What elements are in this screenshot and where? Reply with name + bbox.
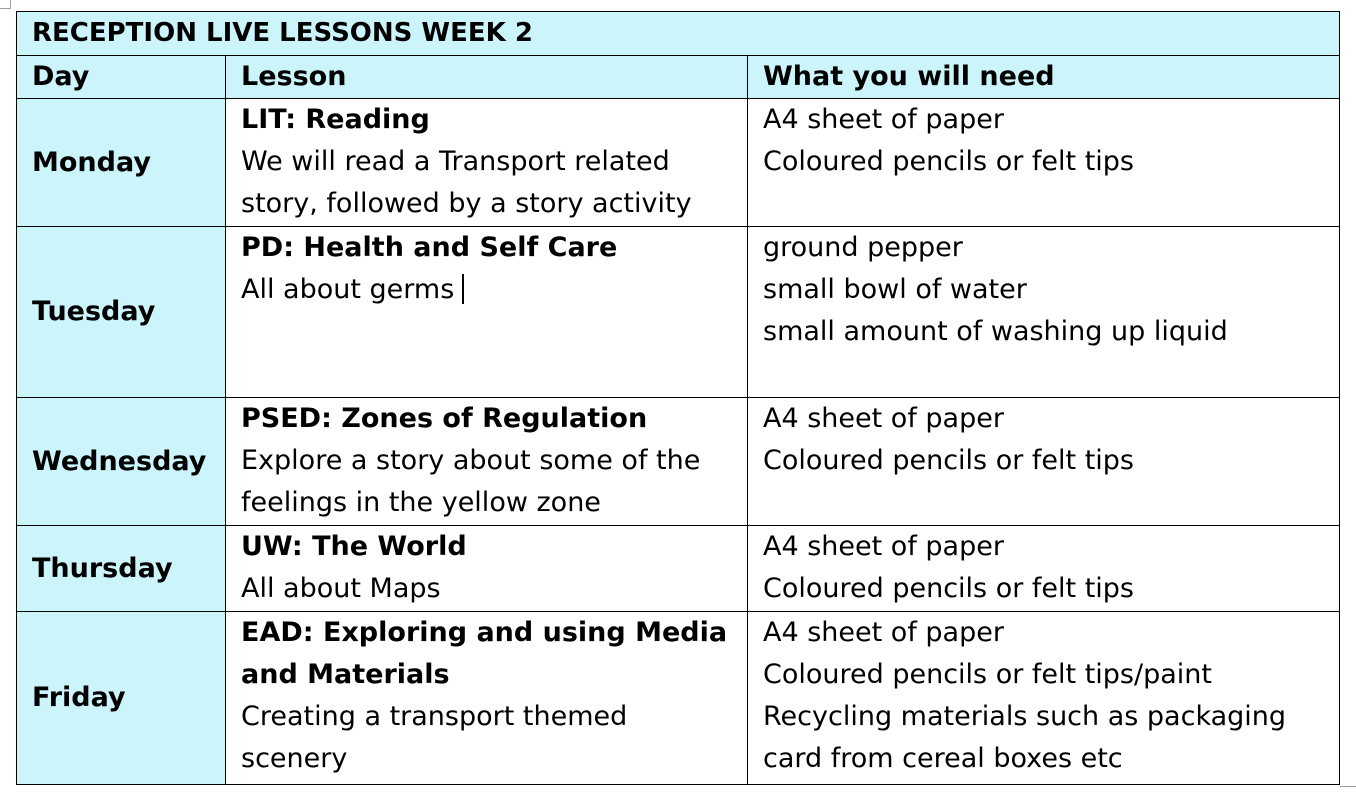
lesson-cell-monday[interactable] [226, 99, 748, 227]
need-cell-wednesday[interactable] [748, 398, 1340, 526]
lesson-title: LIT: Reading [241, 104, 430, 135]
lesson-text: We will read a Transport related [241, 146, 670, 177]
lesson-text: All about Maps [241, 573, 441, 604]
need-item: small bowl of water [763, 274, 1027, 305]
lesson-cell-friday[interactable] [226, 612, 748, 785]
lesson-title: EAD: Exploring and using Media [241, 617, 728, 648]
day-cell-thursday[interactable]: Thursday [17, 526, 226, 612]
need-item: ground pepper [763, 232, 963, 263]
table-title[interactable]: RECEPTION LIVE LESSONS WEEK 2 [17, 12, 1340, 56]
text-cursor [462, 274, 464, 304]
need-item: A4 sheet of paper [763, 403, 1004, 434]
header-need[interactable]: What you will need [748, 56, 1340, 99]
lesson-cell-wednesday[interactable] [226, 398, 748, 526]
table-title-row [17, 12, 1340, 56]
need-item: card from cereal boxes etc [763, 743, 1123, 774]
lesson-text: feelings in the yellow zone [241, 487, 601, 518]
lesson-text: Creating a transport themed [241, 701, 628, 732]
header-row [17, 56, 1340, 99]
page-corner-marker [0, 0, 11, 9]
need-item: Coloured pencils or felt tips [763, 573, 1134, 604]
header-lesson[interactable]: Lesson [226, 56, 748, 99]
day-cell-tuesday[interactable]: Tuesday [17, 227, 226, 398]
lesson-text: Explore a story about some of the [241, 445, 701, 476]
need-cell-tuesday[interactable] [748, 227, 1340, 398]
lesson-title: PD: Health and Self Care [241, 232, 618, 263]
table-row [17, 227, 1340, 398]
need-item: Coloured pencils or felt tips [763, 146, 1134, 177]
lesson-text: scenery [241, 743, 348, 774]
day-cell-friday[interactable]: Friday [17, 612, 226, 785]
day-cell-wednesday[interactable]: Wednesday [17, 398, 226, 526]
table-row [17, 99, 1340, 227]
need-item: A4 sheet of paper [763, 617, 1004, 648]
need-cell-thursday[interactable] [748, 526, 1340, 612]
lesson-text-line [241, 269, 747, 311]
day-cell-monday[interactable]: Monday [17, 99, 226, 227]
lesson-title: PSED: Zones of Regulation [241, 403, 648, 434]
table-row [17, 526, 1340, 612]
lesson-text: story, followed by a story activity [241, 188, 692, 219]
lesson-cell-thursday[interactable] [226, 526, 748, 612]
need-item: Recycling materials such as packaging [763, 701, 1287, 732]
lesson-title: and Materials [241, 659, 450, 690]
lesson-cell-tuesday[interactable] [226, 227, 748, 398]
lesson-text: All about germs [241, 274, 455, 305]
need-item: Coloured pencils or felt tips/paint [763, 659, 1212, 690]
need-cell-monday[interactable] [748, 99, 1340, 227]
need-item: small amount of washing up liquid [763, 316, 1228, 347]
table-row [17, 398, 1340, 526]
need-item: A4 sheet of paper [763, 531, 1004, 562]
need-item: Coloured pencils or felt tips [763, 445, 1134, 476]
need-item: A4 sheet of paper [763, 104, 1004, 135]
lessons-table [16, 11, 1340, 785]
header-day[interactable]: Day [17, 56, 226, 99]
need-cell-friday[interactable] [748, 612, 1340, 785]
table-row [17, 612, 1340, 785]
lesson-title: UW: The World [241, 531, 467, 562]
